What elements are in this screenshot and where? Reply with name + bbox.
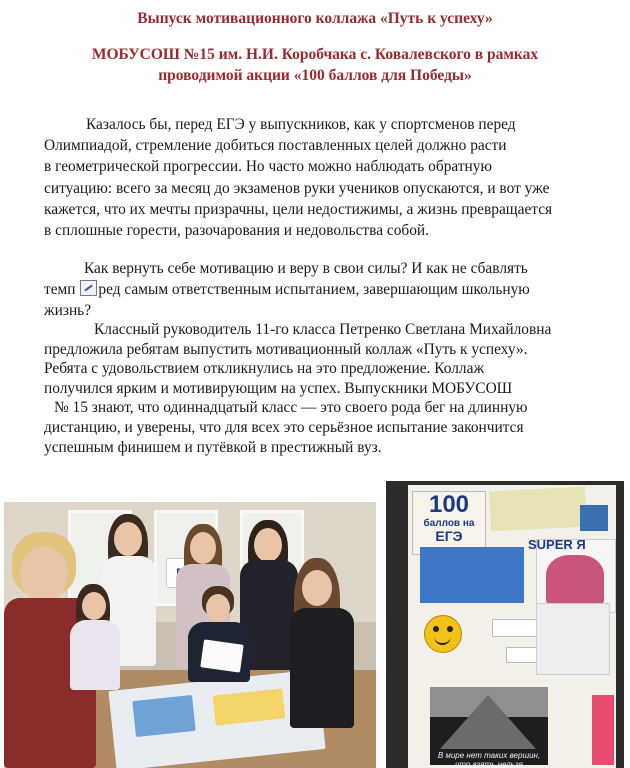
p1-line-2: Олимпиадой, стремление добиться поставленных целей должно расти: [44, 137, 507, 155]
p2-line-2-rest: ред самым ответственным испытанием, завершающим школьную: [98, 281, 530, 299]
book-stack: [580, 505, 608, 531]
badge-exam: ЕГЭ: [435, 528, 463, 544]
p3-line-1: Классный руководитель 11-го класса Петренко Светлана Михайловна: [94, 321, 552, 338]
hundred-points-badge: [412, 491, 486, 555]
paragraph-3: [44, 320, 614, 457]
p3-line-7: успешным финишем и путёвкой в престижный вуз.: [44, 438, 382, 456]
p3-line-2: предложила ребятам выпустить мотивационный коллаж «Путь к успеху».: [44, 340, 528, 358]
paragraph-1: [44, 114, 614, 241]
colored-strip: [592, 695, 614, 765]
collage-photo: [386, 481, 624, 768]
class-photo: [4, 502, 376, 768]
super-label: SUPER Я: [528, 537, 586, 552]
mountain-caption: В мире нет таких вершин, что взять нельзя: [437, 751, 541, 768]
penguins-picture: [420, 547, 524, 603]
success-path-card: [536, 603, 610, 675]
p2-line-3: жизнь?: [44, 302, 92, 320]
p1-line-6: в сплошные горести, разочарования и недовольства собой.: [44, 222, 430, 240]
paragraph-2: [44, 258, 614, 322]
autocorrect-options-icon[interactable]: [80, 280, 97, 296]
article-title: Выпуск мотивационного коллажа «Путь к успеху»: [137, 10, 493, 27]
p2-line-1: Как вернуть себе мотивацию и веру в свои силы? И как не сбавлять: [84, 260, 528, 277]
subtitle-line-1: МОБУСОШ №15 им. Н.И. Коробчака с. Ковалевского в рамках: [91, 46, 539, 63]
badge-text: баллов на: [423, 518, 475, 529]
p1-line-3: в геометрической прогрессии. Но часто можно наблюдать обратную: [44, 158, 492, 176]
article-subtitle: [20, 44, 610, 86]
mountain-picture: [430, 687, 548, 768]
quote-card: [489, 487, 587, 532]
smiley-icon: [424, 615, 462, 653]
p1-line-5: кажется, что их мечты призрачны, цели недостижимы, а жизнь превращается: [44, 200, 553, 218]
subtitle-line-2: проводимой акции «100 баллов для Победы»: [158, 67, 472, 84]
p3-line-5: № 15 знают, что одиннадцатый класс — это своего рода бег на длинную: [54, 399, 528, 417]
sticker: [492, 619, 538, 637]
badge-number: 100: [428, 491, 470, 518]
p1-line-1: Казалось бы, перед ЕГЭ у выпускников, как у спортсменов перед: [86, 116, 516, 133]
collage-picture: [132, 695, 195, 737]
hand-graphic: [546, 555, 604, 605]
paper-sheet: [200, 639, 244, 672]
p3-line-3: Ребята с удовольствием откликнулись на это предложение. Коллаж: [44, 360, 485, 378]
p2-word-temp: темп: [44, 281, 76, 299]
p2-line-2: [44, 279, 614, 300]
p3-line-6: дистанцию, и уверены, что для всех это серьёзное испытание закончится: [44, 418, 524, 436]
p1-line-4: ситуацию: всего за месяц до экзаменов руки учеников опускаются, и вот уже: [44, 179, 550, 197]
p3-line-4: получился ярким и мотивирующим на успех. Выпускники МОБУСОШ: [44, 379, 513, 397]
